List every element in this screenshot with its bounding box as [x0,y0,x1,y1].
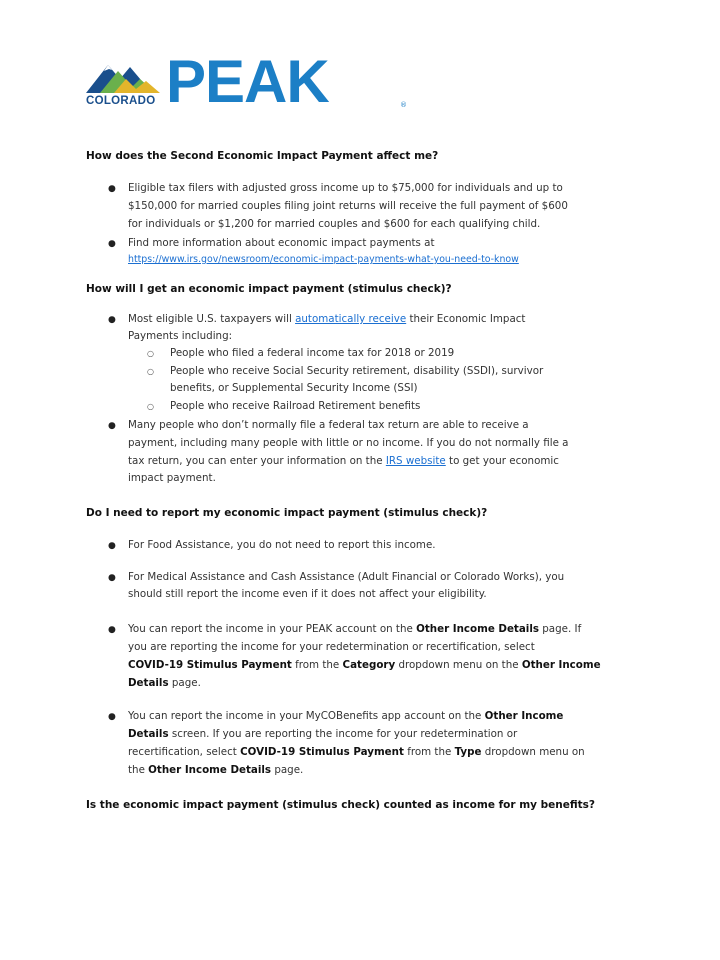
text: to get your economic [445,455,559,467]
s2-b2-line2: payment, including many people with little or no income. If you do not normally file a [128,437,569,449]
s3-b2-line1: For Medical Assistance and Cash Assistance (Adult Financial or Colorado Works), you [128,571,565,583]
text-bold: Other Income Details [148,764,272,776]
text: page. [168,677,201,689]
bullet-dot-icon: ● [108,625,116,635]
bullet-dot-icon: ● [108,573,116,583]
text: You can report the income in your MyCOBenefits app account on the [128,710,485,722]
bullet-dot-icon: ● [108,315,116,325]
text-bold: Type [454,746,482,758]
s2-b1-line1 [128,313,525,325]
text: dropdown menu on the [395,659,522,671]
text-bold: COVID-19 Stimulus Payment [240,746,404,758]
text: their Economic Impact [406,313,526,325]
text: You can report the income in your PEAK account on the [128,623,417,635]
text: the [128,764,149,776]
s3-b4-line1 [128,710,563,722]
irs-website-link[interactable]: IRS website [385,455,446,467]
s3-b1: For Food Assistance, you do not need to report this income. [128,539,436,551]
s2-b2-line3 [128,455,559,467]
hollow-circle-icon: ○ [147,349,154,358]
text-bold: Details [128,728,169,740]
heading-second-payment: How does the Second Economic Impact Payment affect me? [86,150,439,162]
text-bold: Other Income [484,710,564,722]
bullet-dot-icon: ● [108,421,116,431]
s3-b3-line2: you are reporting the income for your redetermination or recertification, select [128,641,535,653]
s1-b1-line3: for individuals or $1,200 for married couples and $600 for each qualifying child. [128,218,541,230]
text: tax return, you can enter your information on the [128,455,386,467]
s2-sub1: People who filed a federal income tax for 2018 or 2019 [170,347,455,359]
s3-b2-line2: should still report the income even if it does not affect your eligibility. [128,588,487,600]
bullet-dot-icon: ● [108,239,116,249]
s2-b2-line4: impact payment. [128,472,216,484]
s3-b4-line4 [128,764,303,776]
s2-b1-line2: Payments including: [128,330,233,342]
logo-state-text: COLORADO [86,95,156,107]
s3-b4-line3 [128,746,585,758]
s3-b3-line4 [128,677,201,689]
colorado-peak-logo [86,48,407,115]
bullet-dot-icon: ● [108,184,116,194]
text: from the [291,659,343,671]
text-bold: COVID-19 Stimulus Payment [128,659,292,671]
heading-how-get-payment: How will I get an economic impact payment (stimulus check)? [86,283,452,295]
s2-sub3: People who receive Railroad Retirement benefits [170,400,421,412]
bullet-dot-icon: ● [108,541,116,551]
text: page. If [539,623,582,635]
logo-registered-mark: ® [400,101,407,109]
irs-eip-link[interactable]: https://www.irs.gov/newsroom/economic-impact-payments-what-you-need-to-know [128,254,519,265]
s2-b2-line1: Many people who don’t normally file a federal tax return are able to receive a [128,419,529,431]
hollow-circle-icon: ○ [147,367,154,376]
text-bold: Category [342,659,396,671]
heading-counted-as-income: Is the economic impact payment (stimulus check) counted as income for my benefits? [86,799,596,811]
s1-b2-line1: Find more information about economic impact payments at [128,237,435,249]
logo-brand-text: PEAK [166,48,329,115]
text: recertification, select [128,746,241,758]
s1-b1-line1: Eligible tax filers with adjusted gross income up to $75,000 for individuals and up to [128,182,563,194]
text: page. [271,764,304,776]
s3-b4-line2 [128,728,517,740]
s3-b3-line3 [128,659,601,671]
text-bold: Other Income Details [416,623,539,635]
mountains-icon [86,57,166,97]
s2-sub2-line2: benefits, or Supplemental Security Income (SSI) [170,382,418,394]
text-bold: Details [128,677,169,689]
s1-b2-line2 [128,254,519,265]
text-bold: Other Income [521,659,601,671]
bullet-dot-icon: ● [108,712,116,722]
text: from the [403,746,455,758]
text: Most eligible U.S. taxpayers will [128,313,296,325]
heading-report-payment: Do I need to report my economic impact payment (stimulus check)? [86,507,488,519]
s3-b3-line1 [128,623,581,635]
text: dropdown menu on [481,746,585,758]
automatically-receive-link[interactable]: automatically receive [295,313,407,325]
hollow-circle-icon: ○ [147,402,154,411]
text: screen. If you are reporting the income for your redetermination or [168,728,518,740]
s2-sub2-line1: People who receive Social Security retirement, disability (SSDI), survivor [170,365,544,377]
s1-b1-line2: $150,000 for married couples filing joint returns will receive the full payment of $600 [128,200,568,212]
